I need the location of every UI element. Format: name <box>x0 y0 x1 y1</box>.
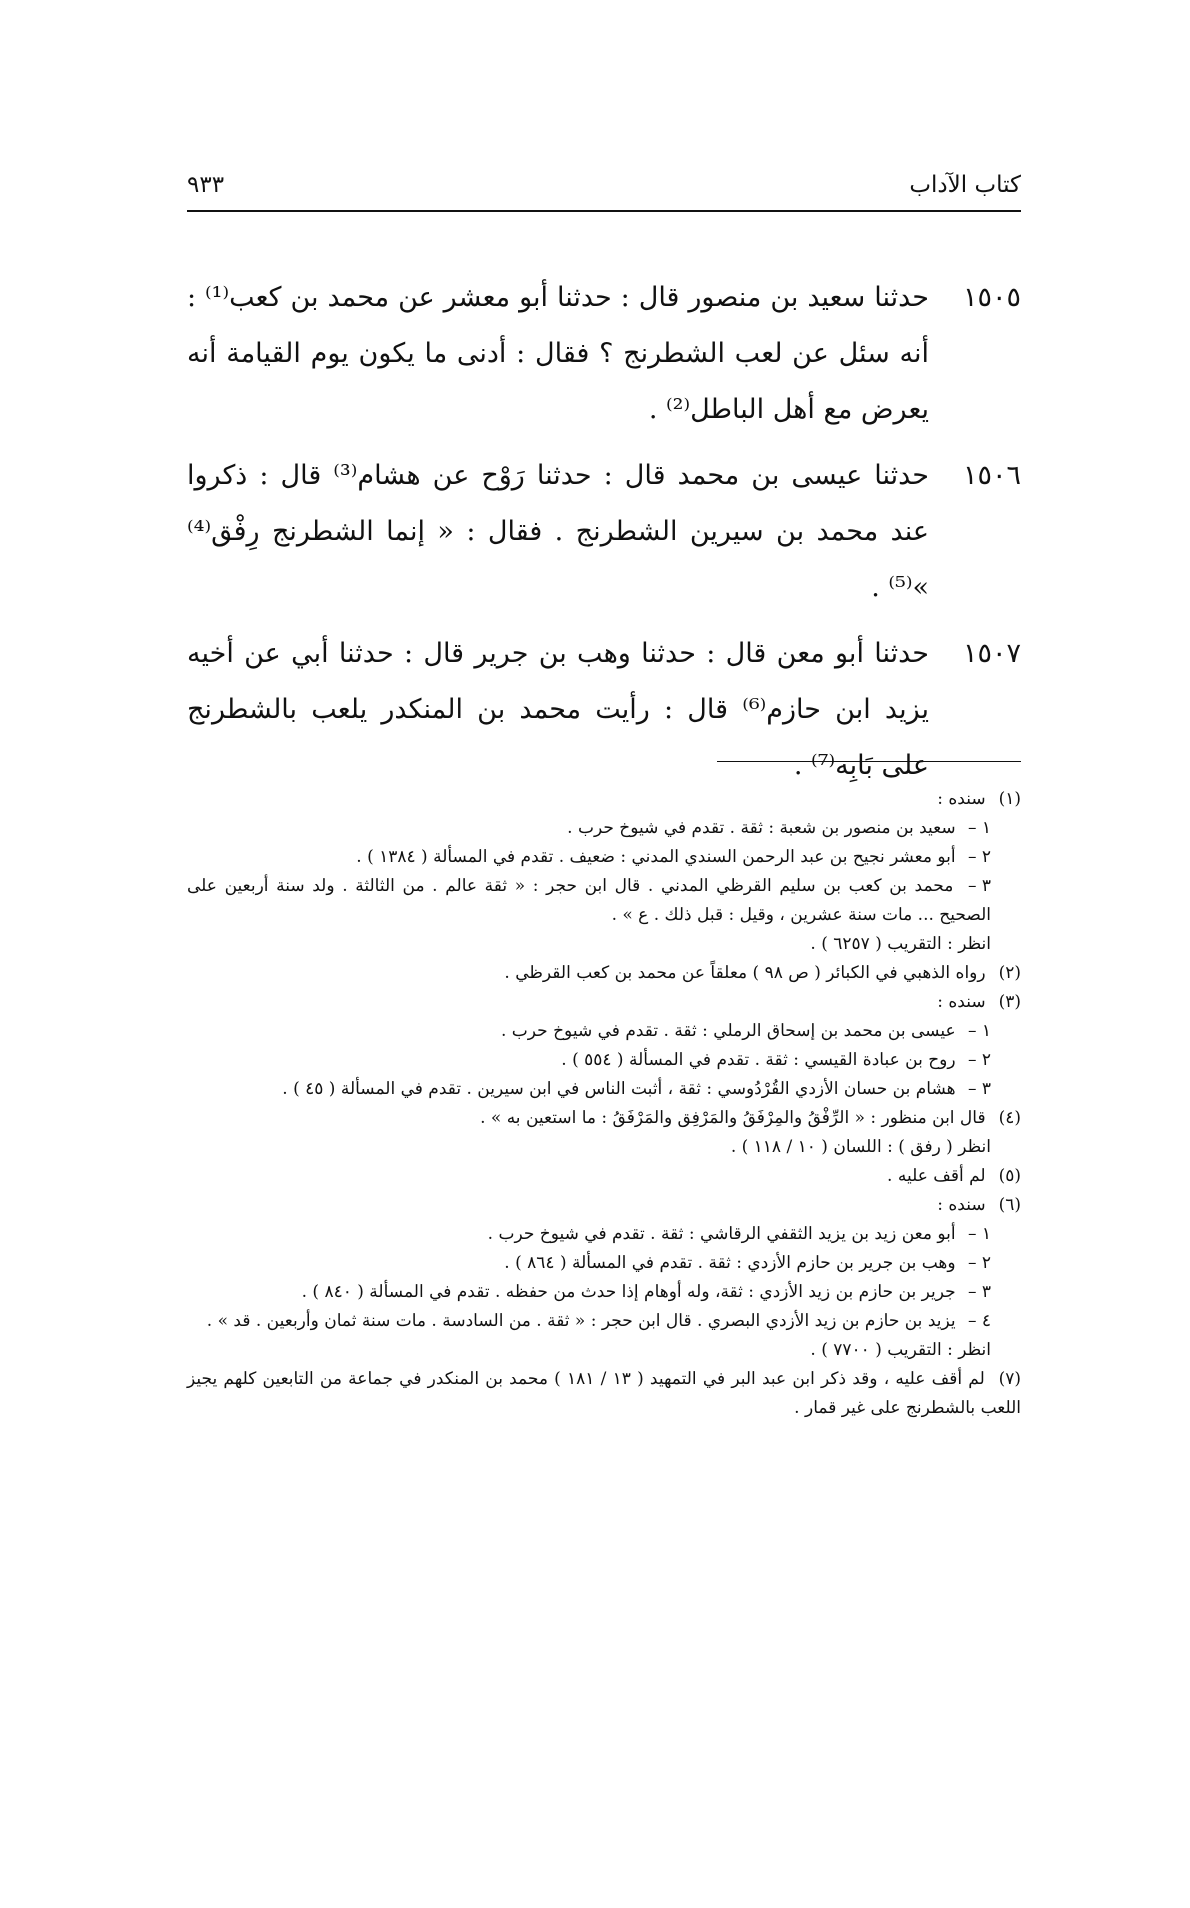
footnote-6-item: ١ – أبو معن زيد بن يزيد الثقفي الرقاشي : ثقة . تقدم في شيوخ حرب . <box>487 1224 991 1244</box>
main-text <box>187 270 1021 804</box>
entry-1505 <box>187 270 1021 438</box>
footnote-1-item: ٣ – محمد بن كعب بن سليم القرظي المدني . قال ابن حجر : « ثقة عالم . من الثالثة . ولد سنة أربعين على الصحيح ... مات سنة عشرين ، وقيل : قبل ذلك . ع » . <box>187 876 991 925</box>
footnote-3-item: ١ – عيسى بن محمد بن إسحاق الرملي : ثقة . تقدم في شيوخ حرب . <box>500 1021 991 1041</box>
footnote-6-heading: (٦) سنده : <box>937 1195 1021 1215</box>
footnote-6-item: ٤ – يزيد بن حازم بن زيد الأزدي البصري . قال ابن حجر : « ثقة . من السادسة . مات سنة ثمان وأربعين . قد » . <box>206 1311 991 1331</box>
entry-number: ١٥٠٥ <box>962 282 1021 313</box>
footnote-1-item: ٢ – أبو معشر نجيح بن عبد الرحمن السندي المدني : ضعيف . تقدم في المسألة ( ١٣٨٤ ) . <box>356 847 991 867</box>
footnote-5: (٥) لم أقف عليه . <box>887 1166 1021 1186</box>
footnote-4: (٤) قال ابن منظور : « الرِّفْقُ والمِرْفَقُ والمَرْفِق والمَرْفَقُ : ما استعين به » . <box>480 1108 1021 1128</box>
page-header <box>187 172 1021 212</box>
footnote-1-reference: انظر : التقريب ( ٦٢٥٧ ) . <box>810 934 991 954</box>
footnote-6-item: ٣ – جرير بن حازم بن زيد الأزدي : ثقة، وله أوهام إذا حدث من حفظه . تقدم في المسألة ( ٨٤٠ ) . <box>301 1282 991 1302</box>
entry-text: حدثنا عيسى بن محمد قال : حدثنا رَوْح عن هشام⁽³⁾ قال : ذكروا عند محمد بن سيرين الشطرنج . فقال : « إنما الشطرنج رِفْق⁽⁴⁾ »⁽⁵⁾ . <box>187 460 929 603</box>
footnote-6-reference: انظر : التقريب ( ٧٧٠٠ ) . <box>810 1340 991 1360</box>
footnote-2: (٢) رواه الذهبي في الكبائر ( ص ٩٨ ) معلقاً عن محمد بن كعب القرظي . <box>504 963 1021 983</box>
entry-text: حدثنا سعيد بن منصور قال : حدثنا أبو معشر عن محمد بن كعب⁽¹⁾ : أنه سئل عن لعب الشطرنج ؟ فقال : أدنى ما يكون يوم القيامة أنه يعرض مع أهل الباطل⁽²⁾ . <box>187 282 929 425</box>
footnote-4-reference: انظر ( رفق ) : اللسان ( ١٠ / ١١٨ ) . <box>730 1137 991 1157</box>
entry-number: ١٥٠٦ <box>962 460 1021 491</box>
footnote-3-item: ٣ – هشام بن حسان الأزدي القُرْدُوسي : ثقة ، أثبت الناس في ابن سيرين . تقدم في المسألة ( ٤٥ ) . <box>282 1079 991 1099</box>
entry-1507 <box>187 626 1021 794</box>
entry-number: ١٥٠٧ <box>962 638 1021 669</box>
running-title: كتاب الآداب <box>909 172 1021 198</box>
footnote-3-heading: (٣) سنده : <box>937 992 1021 1012</box>
footnote-1-item: ١ – سعيد بن منصور بن شعبة : ثقة . تقدم في شيوخ حرب . <box>567 818 991 838</box>
footnote-7: (٧) لم أقف عليه ، وقد ذكر ابن عبد البر في التمهيد ( ١٣ / ١٨١ ) محمد بن المنكدر في جماعة من التابعين كلهم يجيز اللعب بالشطرنج على غير قمار . <box>187 1369 1022 1418</box>
footnote-separator <box>717 761 1021 762</box>
entry-1506 <box>187 448 1021 616</box>
page-number: ٩٣٣ <box>187 172 225 198</box>
footnotes <box>187 785 1021 1423</box>
footnote-6-item: ٢ – وهب بن جرير بن حازم الأزدي : ثقة . تقدم في المسألة ( ٨٦٤ ) . <box>504 1253 991 1273</box>
entry-text: حدثنا أبو معن قال : حدثنا وهب بن جرير قال : حدثنا أبي عن أخيه يزيد ابن حازم⁽⁶⁾ قال : رأيت محمد بن المنكدر يلعب بالشطرنج على بَابِه⁽⁷⁾ . <box>187 638 929 781</box>
footnote-1-heading: (١) سنده : <box>937 789 1021 809</box>
footnote-3-item: ٢ – روح بن عبادة القيسي : ثقة . تقدم في المسألة ( ٥٥٤ ) . <box>561 1050 991 1070</box>
